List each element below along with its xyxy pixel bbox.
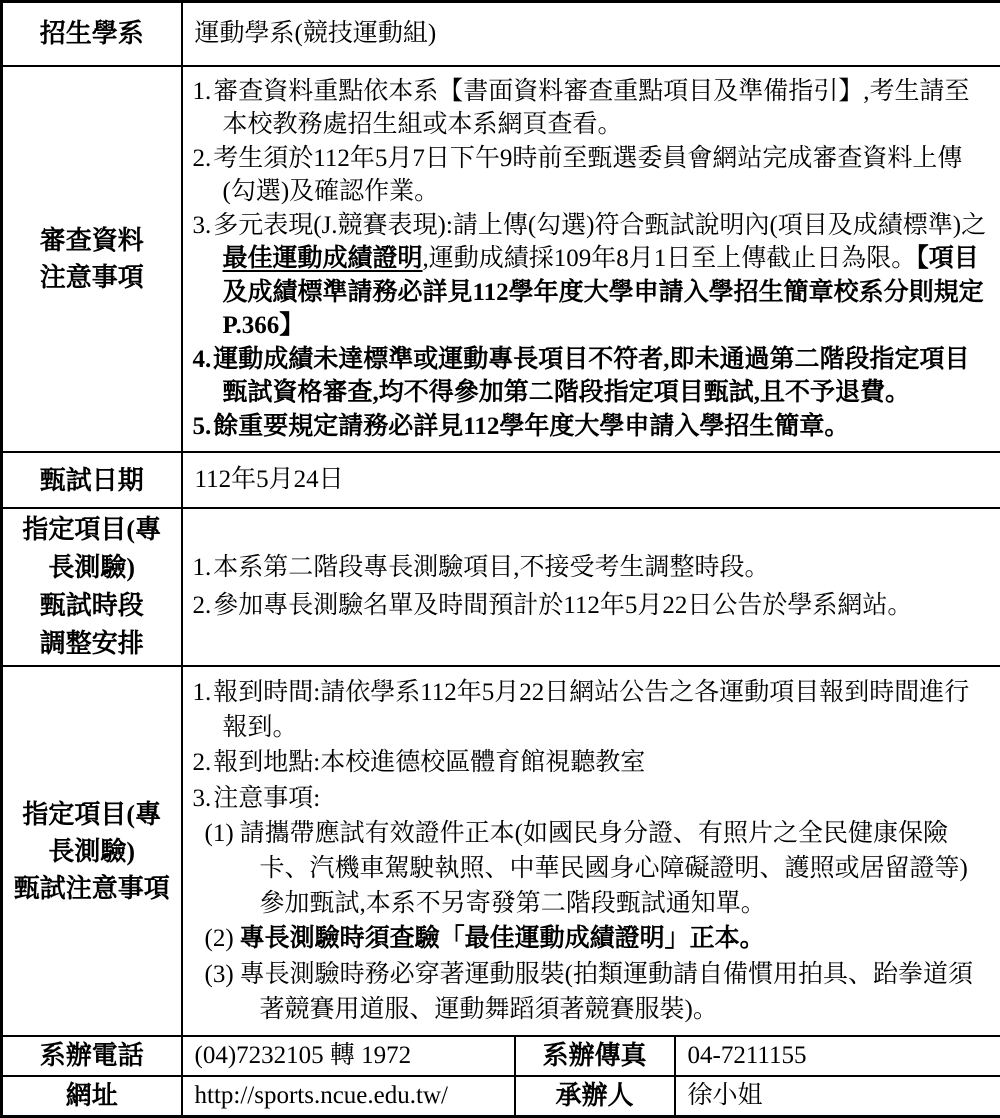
- list-item: [193, 142, 993, 209]
- table-row-exam-date: [2, 452, 1000, 508]
- list-item: [193, 209, 993, 343]
- exam-date-label: 甄試日期: [2, 452, 182, 508]
- list-item-text: 報到地點:本校進德校區體育館視聽教室: [213, 749, 645, 776]
- schedule-adjust-content: [182, 508, 1000, 666]
- sub-list-item-text: 請攜帶應試有效證件正本(如國民身分證、有照片之全民健康保險卡、汽機車駕駛執照、中華民國身心障礙證明、護照或居留證等)參加甄試,本系不另寄發第二階段甄試通知單。: [240, 820, 968, 917]
- fax-value: 04-7211155: [675, 1036, 1000, 1076]
- schedule-adjust-label-line: 調整安排: [7, 625, 177, 663]
- list-item-number: 2.: [193, 592, 214, 619]
- admission-dept-label: 招生學系: [2, 2, 182, 66]
- sub-list-item: [205, 957, 993, 1027]
- exam-notes-content: [182, 666, 1000, 1036]
- sub-list-item: [205, 921, 993, 956]
- list-item: [193, 75, 993, 142]
- review-notes-label-line: 注意事項: [7, 259, 177, 296]
- list-item-text: 餘重要規定請務必詳見112學年度大學申請入學招生簡章。: [213, 413, 849, 440]
- list-item-number: 2.: [193, 145, 214, 172]
- sub-list-item-number: (3): [205, 961, 240, 988]
- list-item: [193, 549, 993, 587]
- list-item-text: 審查資料重點依本系【書面資料審查重點項目及準備指引】,考生請至本校教務處招生組或本系網頁查看。: [213, 78, 969, 139]
- sub-list-item-text: 專長測驗時務必穿著運動服裝(拍類運動請自備慣用拍具、跆拳道須著競賽用道服、運動舞蹈須著競賽服裝)。: [240, 961, 973, 1023]
- list-item-text: 注意事項:: [213, 785, 320, 812]
- table-row-website-contact: [2, 1076, 1000, 1117]
- list-item-number: 3.: [193, 212, 214, 239]
- schedule-adjust-label: [2, 508, 182, 666]
- contact-value: 徐小姐: [675, 1076, 1000, 1117]
- contact-label: 承辦人: [515, 1076, 675, 1117]
- list-item-text: 多元表現(J.競賽表現):請上傳(勾選)符合甄試說明內(項目及成績標準)之: [213, 212, 986, 239]
- phone-value: (04)7232105 轉 1972: [182, 1036, 515, 1076]
- list-item: [193, 675, 993, 745]
- list-item-bold-text: 【項目及成績標準請務必詳見112學年度大學申請入學招生簡章校系分則規定P.366】: [223, 245, 984, 339]
- table-row-schedule-adjust: [2, 508, 1000, 666]
- list-item: [193, 781, 993, 816]
- list-item-number: 4.: [193, 346, 214, 373]
- website-label: 網址: [2, 1076, 182, 1117]
- table-row-phone-fax: [2, 1036, 1000, 1076]
- list-item: [193, 410, 993, 444]
- list-item-text: 參加專長測驗名單及時間預計於112年5月22日公告於學系網站。: [213, 592, 912, 619]
- table-row-admission-dept: [2, 2, 1000, 66]
- table-row-exam-notes: [2, 666, 1000, 1036]
- exam-date-value: 112年5月24日: [182, 452, 1000, 508]
- list-item-text: 考生須於112年5月7日下午9時前至甄選委員會網站完成審查資料上傳(勾選)及確認作業。: [213, 145, 962, 206]
- website-url: http://sports.ncue.edu.tw/: [182, 1076, 515, 1117]
- sub-list-item-bold-text: 專長測驗時須查驗「最佳運動成績證明」正本。: [240, 925, 765, 952]
- exam-notes-label-line: 甄試注意事項: [7, 870, 177, 907]
- sub-list-item-number: (1): [205, 820, 240, 847]
- list-item-number: 1.: [193, 78, 214, 105]
- list-item-text: ,運動成績採109年8月1日至上傳截止日為限。: [423, 245, 917, 272]
- schedule-adjust-label-line: 甄試時段: [7, 587, 177, 625]
- best-sport-record-emphasis: 最佳運動成績證明: [223, 245, 423, 272]
- sub-list-item: [205, 816, 993, 922]
- list-item-number: 1.: [193, 554, 214, 581]
- list-item-number: 1.: [193, 679, 214, 706]
- schedule-adjust-label-line: 指定項目(專: [7, 511, 177, 549]
- table-row-review-notes: [2, 66, 1000, 453]
- exam-notes-label-line: 長測驗): [7, 833, 177, 870]
- list-item-text: 本系第二階段專長測驗項目,不接受考生調整時段。: [213, 554, 769, 581]
- list-item: [193, 587, 993, 625]
- schedule-adjust-label-line: 長測驗): [7, 549, 177, 587]
- admission-dept-value: 運動學系(競技運動組): [182, 2, 1000, 66]
- phone-label: 系辦電話: [2, 1036, 182, 1076]
- list-item: [193, 343, 993, 410]
- list-item-number: 3.: [193, 785, 214, 812]
- exam-notes-label-line: 指定項目(專: [7, 796, 177, 833]
- exam-notes-label: [2, 666, 182, 1036]
- list-item-text: 報到時間:請依學系112年5月22日網站公告之各運動項目報到時間進行報到。: [213, 679, 969, 741]
- fax-label: 系辦傳真: [515, 1036, 675, 1076]
- list-item-number: 5.: [193, 413, 214, 440]
- review-notes-content: [182, 66, 1000, 453]
- list-item-number: 2.: [193, 749, 214, 776]
- review-notes-label: [2, 66, 182, 453]
- sub-list-item-number: (2): [205, 925, 240, 952]
- list-item-text: 運動成績未達標準或運動專長項目不符者,即未通過第二階段指定項目甄試資格審查,均不得參加第二階段指定項目甄試,且不予退費。: [213, 346, 969, 407]
- list-item: [193, 745, 993, 780]
- review-notes-label-line: 審查資料: [7, 222, 177, 259]
